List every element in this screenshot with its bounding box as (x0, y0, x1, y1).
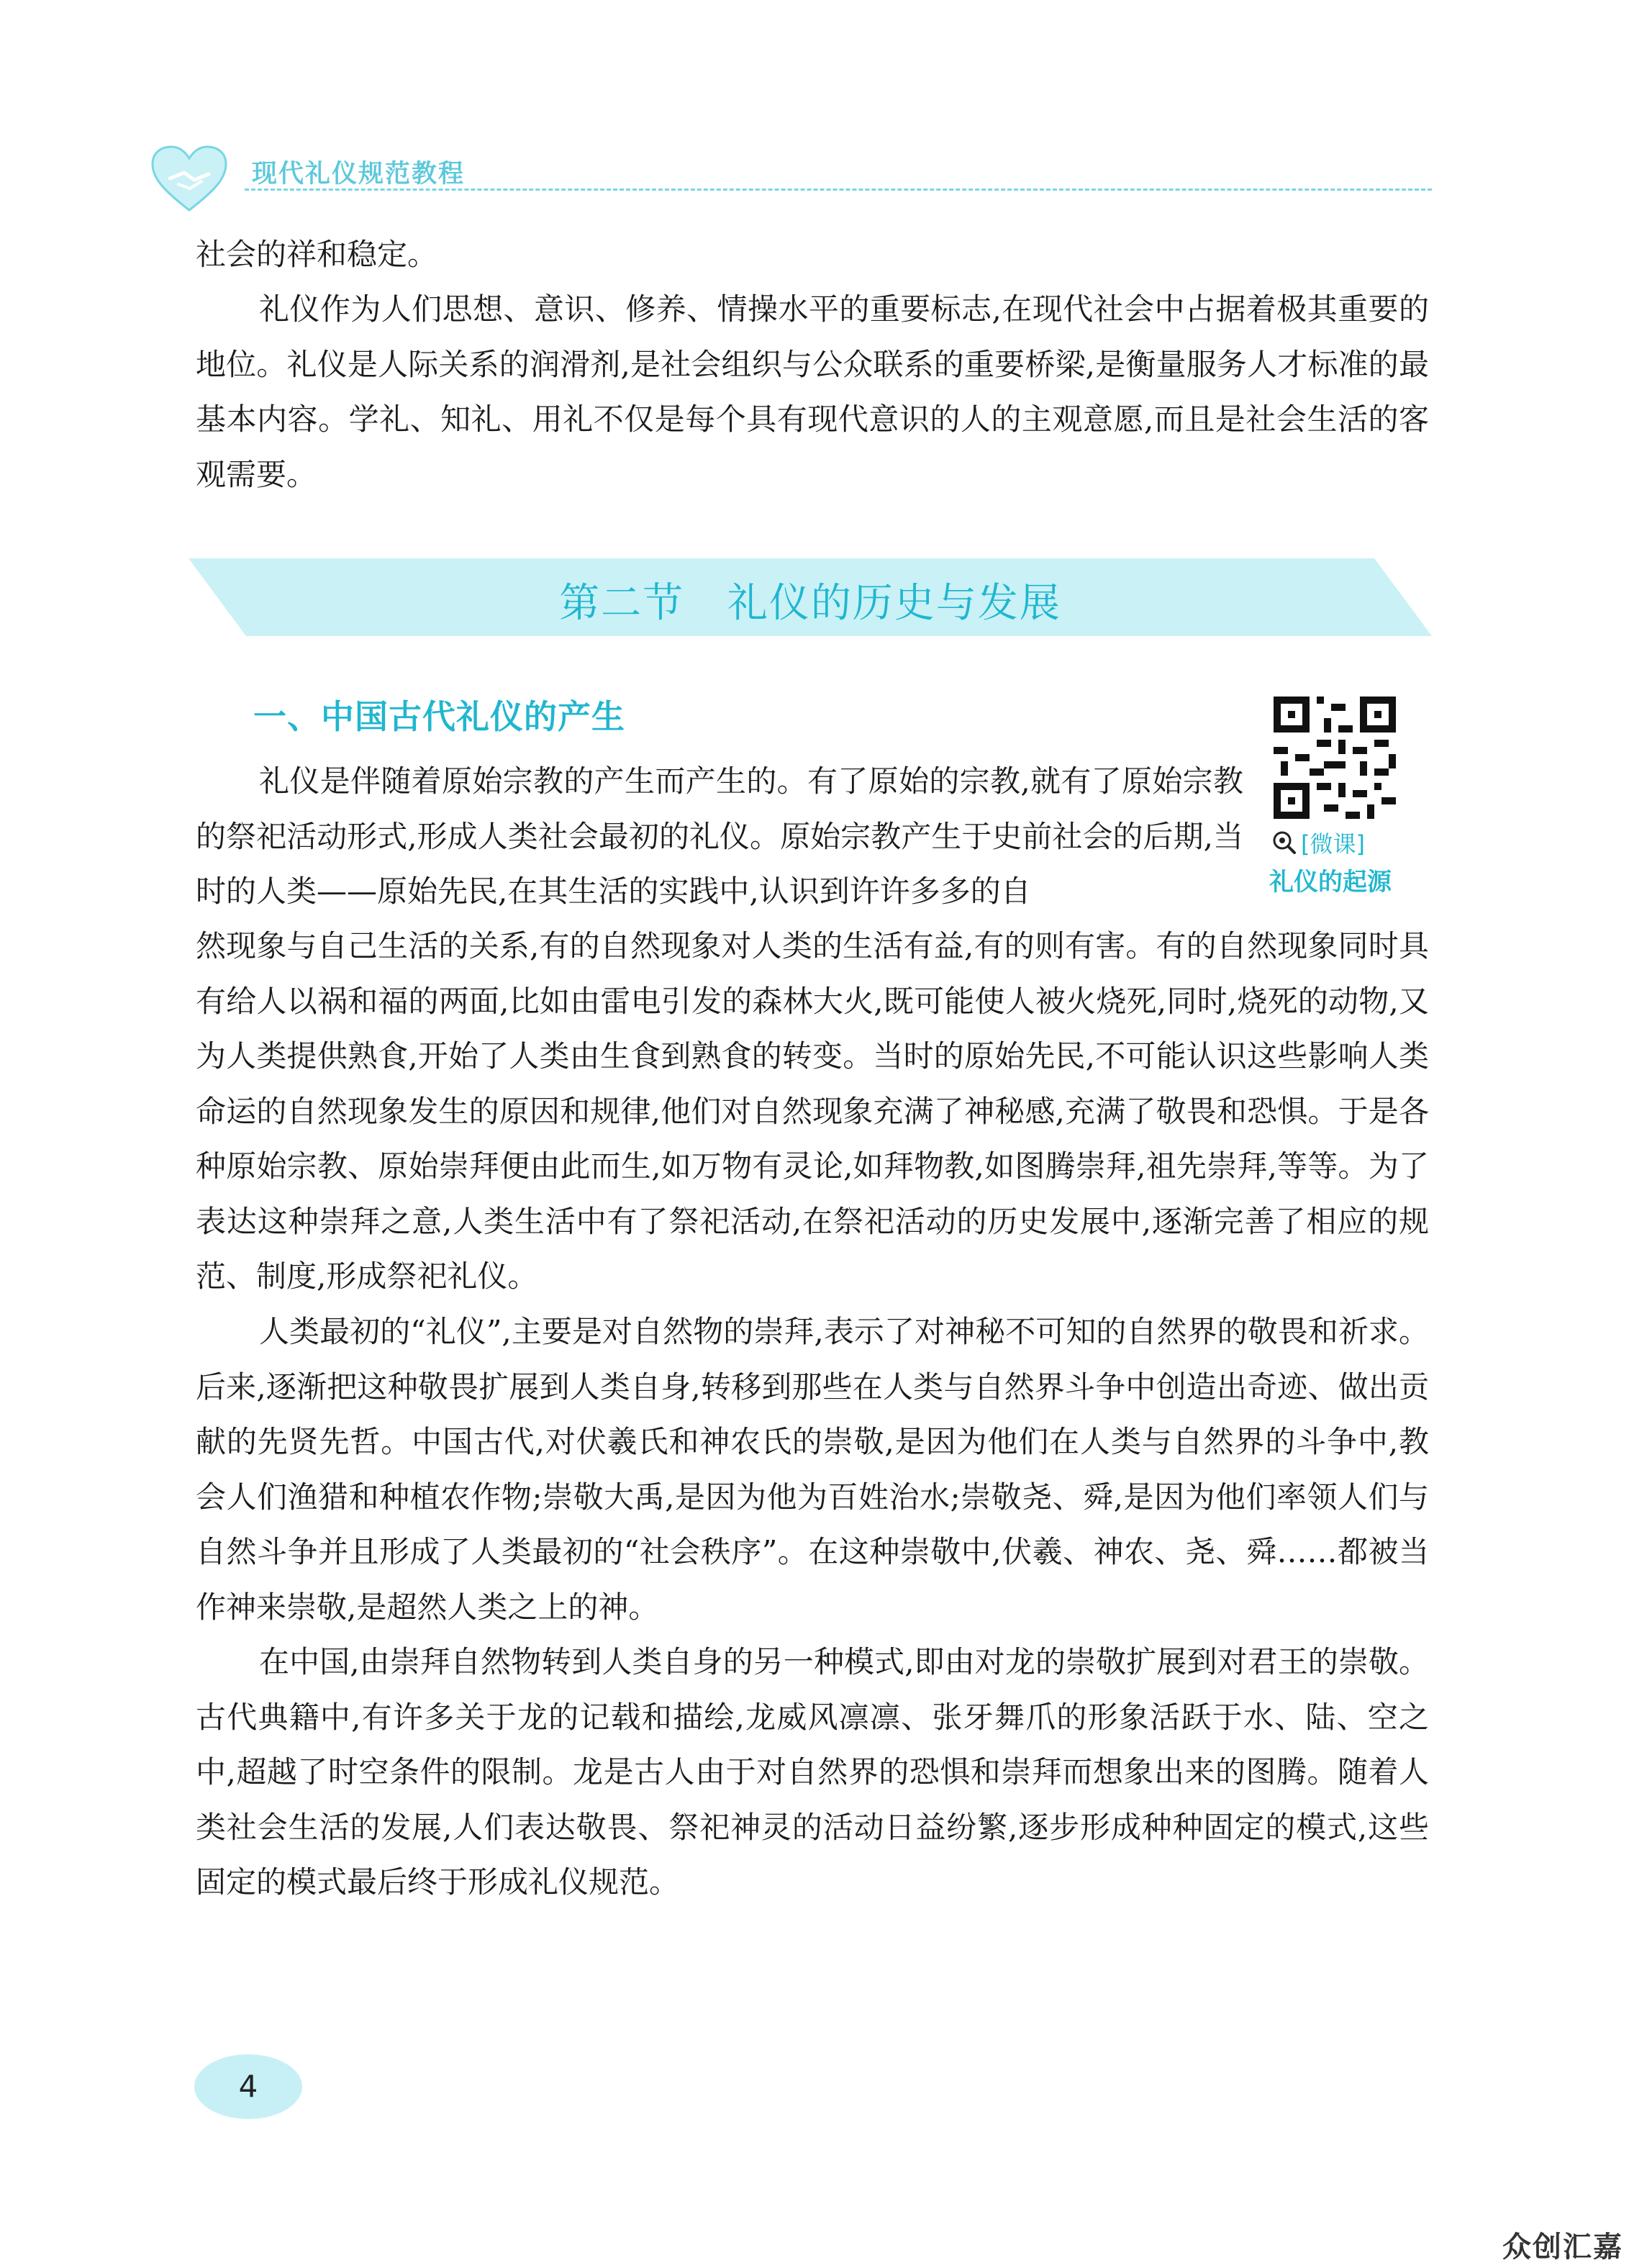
intro-continuation: 社会的祥和稳定。 (196, 237, 438, 272)
micro-lesson[interactable] (1269, 826, 1423, 897)
qr-code[interactable] (1274, 697, 1396, 819)
watermark: 众创汇嘉 (1502, 2231, 1623, 2264)
intro-paragraph: 礼仪作为人们思想、意识、修养、情操水平的重要标志,在现代社会中占据着极其重要的地位。礼仪是人际关系的润滑剂,是社会组织与公众联系的重要桥梁,是衡量服务人才标准的最基本内容。学礼、知礼、用礼不仅是每个具有现代意识的人的主观意愿,而且是社会生活的客观需要。 (196, 291, 1429, 492)
micro-lesson-name: 礼仪的起源 (1269, 868, 1392, 897)
page-header (144, 137, 1432, 194)
book-title: 现代礼仪规范教程 (252, 160, 466, 189)
header-divider (245, 189, 1432, 191)
section-title: 第二节 礼仪的历史与发展 (559, 580, 1061, 627)
micro-lesson-tag (1272, 826, 1423, 859)
micro-lesson-tag-text: [微课] (1301, 830, 1365, 858)
body-paragraph-3: 在中国,由崇拜自然物转到人类自身的另一种模式,即由对龙的崇敬扩展到对君王的崇敬。古代典籍中,有许多关于龙的记载和描绘,龙威风凛凛、张牙舞爪的形象活跃于水、陆、空之中,超越了时空条件的限制。龙是古人由于对自然界的恐惧和崇拜而想象出来的图腾。随着人类社会生活的发展,人们表达敬畏、祭祀神灵的活动日益纷繁,逐步形成种种固定的模式,这些固定的模式最后终于形成礼仪规范。 (196, 1644, 1429, 1900)
body-paragraph-1b: 然现象与自己生活的关系,有的自然现象对人类的生活有益,有的则有害。有的自然现象同时具有给人以祸和福的两面,比如由雷电引发的森林大火,既可能使人被火烧死,同时,烧死的动物,又为人类提供熟食,开始了人类由生食到熟食的转变。当时的原始先民,不可能认识这些影响人类命运的自然现象发生的原因和规律,他们对自然现象充满了神秘感,充满了敬畏和恐惧。于是各种原始宗教、原始崇拜便由此而生,如万物有灵论,如拜物教,如图腾崇拜,祖先崇拜,等等。为了表达这种崇拜之意,人类生活中有了祭祀活动,在祭祀活动的历史发展中,逐渐完善了相应的规范、制度,形成祭祀礼仪。 (196, 928, 1429, 1294)
eye-search-icon (1272, 830, 1297, 855)
subheading: 一、中国古代礼仪的产生 (253, 697, 625, 736)
section-banner (189, 558, 1432, 636)
heart-handshake-icon (150, 144, 229, 216)
body-paragraph-2: 人类最初的“礼仪”,主要是对自然物的崇拜,表示了对神秘不可知的自然界的敬畏和祈求。后来,逐渐把这种敬畏扩展到人类自身,转移到那些在人类与自然界斗争中创造出奇迹、做出贡献的先贤先哲。中国古代,对伏羲氏和神农氏的崇敬,是因为他们在人类与自然界的斗争中,教会人们渔猎和种植农作物;崇敬大禹,是因为他为百姓治水;崇敬尧、舜,是因为他们率领人们与自然斗争并且形成了人类最初的“社会秩序”。在这种崇敬中,伏羲、神农、尧、舜……都被当作神来崇敬,是超然人类之上的神。 (196, 1314, 1429, 1625)
body-paragraph-1a: 礼仪是伴随着原始宗教的产生而产生的。有了原始的宗教,就有了原始宗教的祭祀活动形式,形成人类社会最初的礼仪。原始宗教产生于史前社会的后期,当时的人类——原始先民,在其生活的实践中,认识到许许多多的自 (196, 763, 1244, 909)
page-number: 4 (194, 2054, 302, 2119)
